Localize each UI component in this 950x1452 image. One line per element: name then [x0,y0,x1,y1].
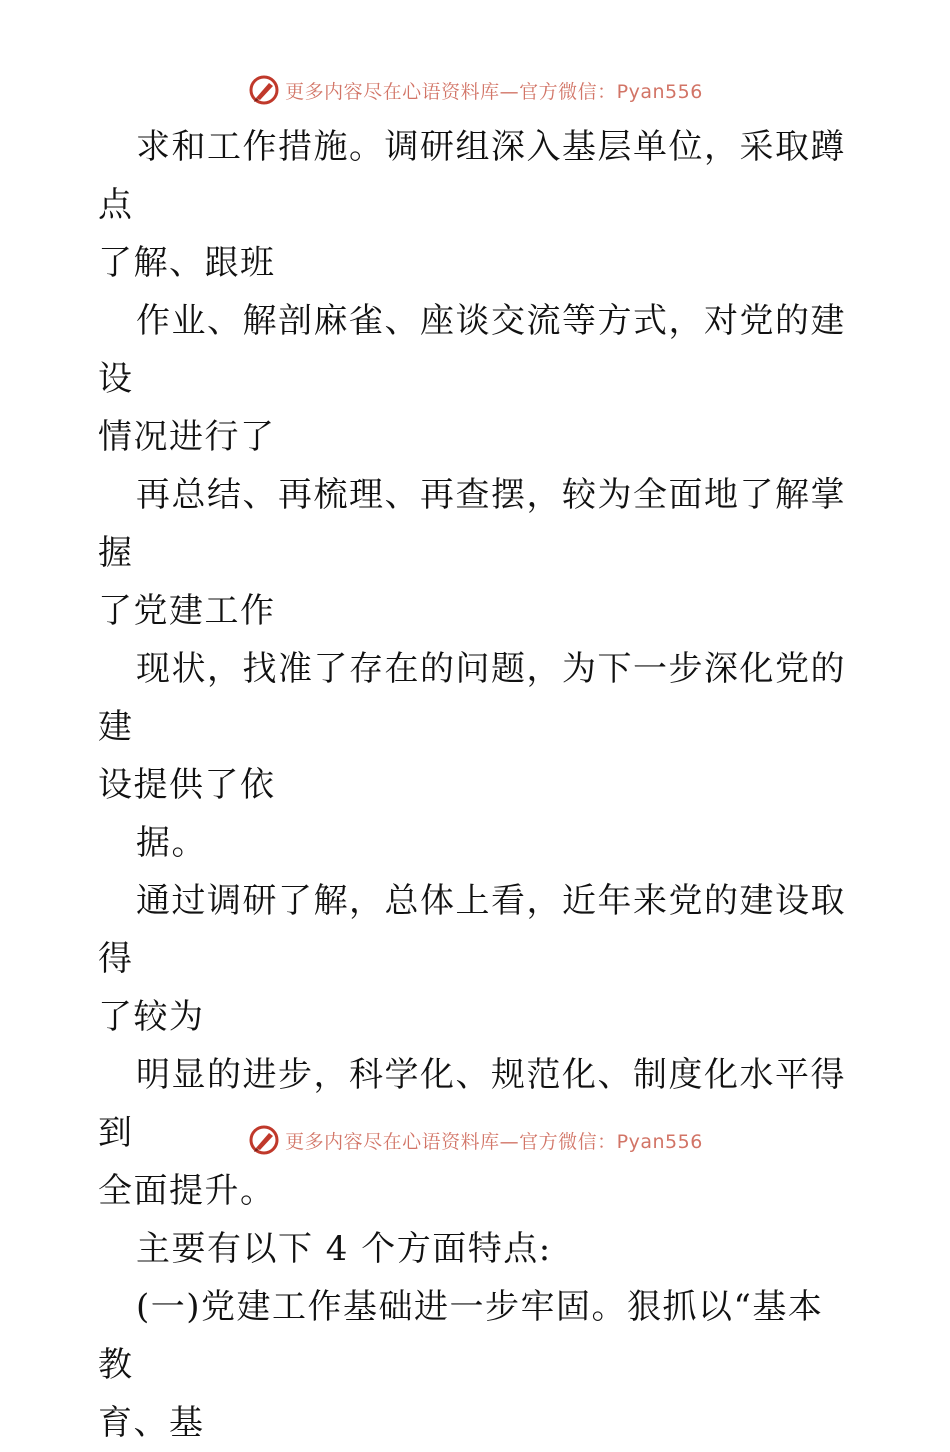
paragraph [98,466,854,640]
pen-logo-icon [247,1123,281,1157]
paragraph [98,872,854,1046]
header-watermark [0,70,950,110]
text-line: 通过调研了解，总体上看，近年来党的建设取得 [98,881,846,979]
text-line: 据。 [136,823,207,863]
text-line: 了较为 [98,997,205,1037]
text-line: 现状，找准了存在的问题，为下一步深化党的建 [98,649,846,747]
text-line: 设提供了依 [98,765,276,805]
pen-logo-icon [247,73,281,107]
text-line: 再总结、再梳理、再查摆，较为全面地了解掌握 [98,475,846,573]
text-line: 作业、解剖麻雀、座谈交流等方式，对党的建设 [98,301,846,399]
paragraph [98,118,854,292]
text-line: 求和工作措施。调研组深入基层单位，采取蹲点 [98,127,846,225]
text-line: 育、基 [98,1403,205,1443]
watermark-text: 更多内容尽在心语资料库—官方微信：Pyan556 [285,1130,703,1153]
paragraph [98,640,854,814]
text-line: 情况进行了 [98,417,276,457]
paragraph [98,292,854,466]
text-line: (一)党建工作基础进一步牢固。狠抓以“基本教 [98,1287,824,1385]
paragraph [98,1278,854,1452]
footer-watermark [0,1120,950,1160]
text-line: 了党建工作 [98,591,276,631]
paragraph [98,814,854,872]
paragraph [98,1220,854,1278]
text-line: 主要有以下 4 个方面特点: [136,1229,552,1269]
text-line: 全面提升。 [98,1171,276,1211]
watermark-text: 更多内容尽在心语资料库—官方微信：Pyan556 [285,80,703,103]
text-line: 了解、跟班 [98,243,276,283]
text-line: 明显的进步，科学化、规范化、制度化水平得到 [98,1055,846,1153]
document-body [98,118,854,1452]
